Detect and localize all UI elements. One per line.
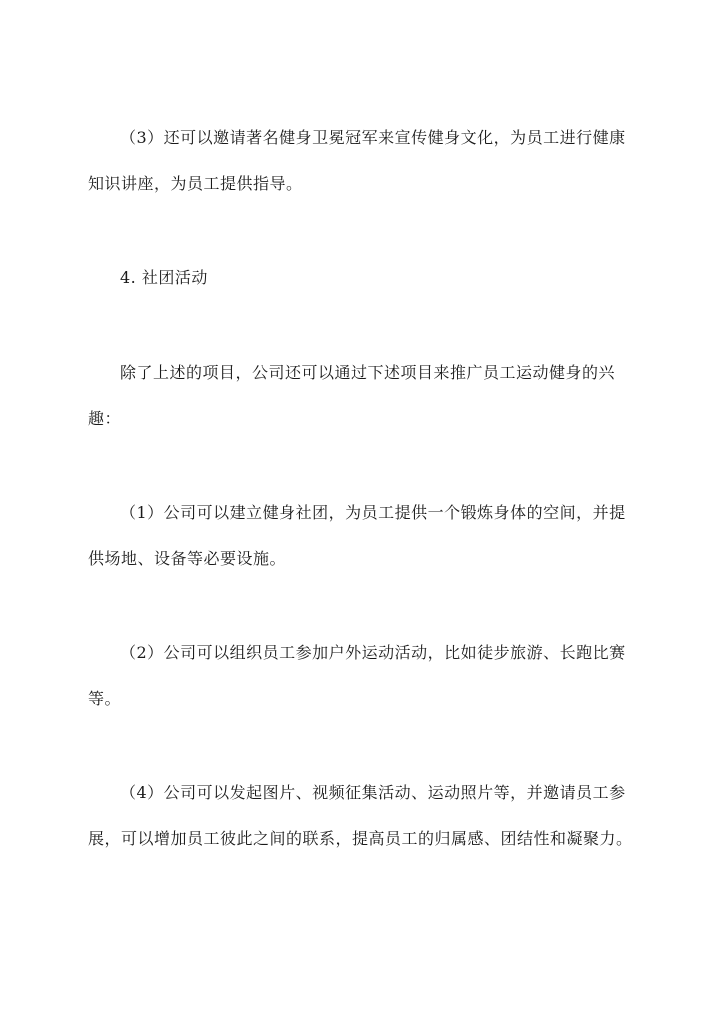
section-heading-club-activities: 4. 社团活动 xyxy=(120,268,208,287)
paragraph-invite-champion: （3）还可以邀请著名健身卫冕冠军来宣传健身文化，为员工进行健康知识讲座，为员工提供指导。 xyxy=(88,128,626,193)
paragraph-intro: 除了上述的项目，公司还可以通过下述项目来推广员工运动健身的兴趣： xyxy=(88,363,616,428)
paragraph-outdoor-activities: （2）公司可以组织员工参加户外运动活动，比如徒步旅游、长跑比赛等。 xyxy=(88,643,626,708)
paragraph-fitness-club: （1）公司可以建立健身社团，为员工提供一个锻炼身体的空间，并提供场地、设备等必要设施。 xyxy=(88,503,626,568)
paragraph-photo-contest: （4）公司可以发起图片、视频征集活动、运动照片等，并邀请员工参展，可以增加员工彼此之间的联系，提高员工的归属感、团结性和凝聚力。 xyxy=(88,783,633,848)
